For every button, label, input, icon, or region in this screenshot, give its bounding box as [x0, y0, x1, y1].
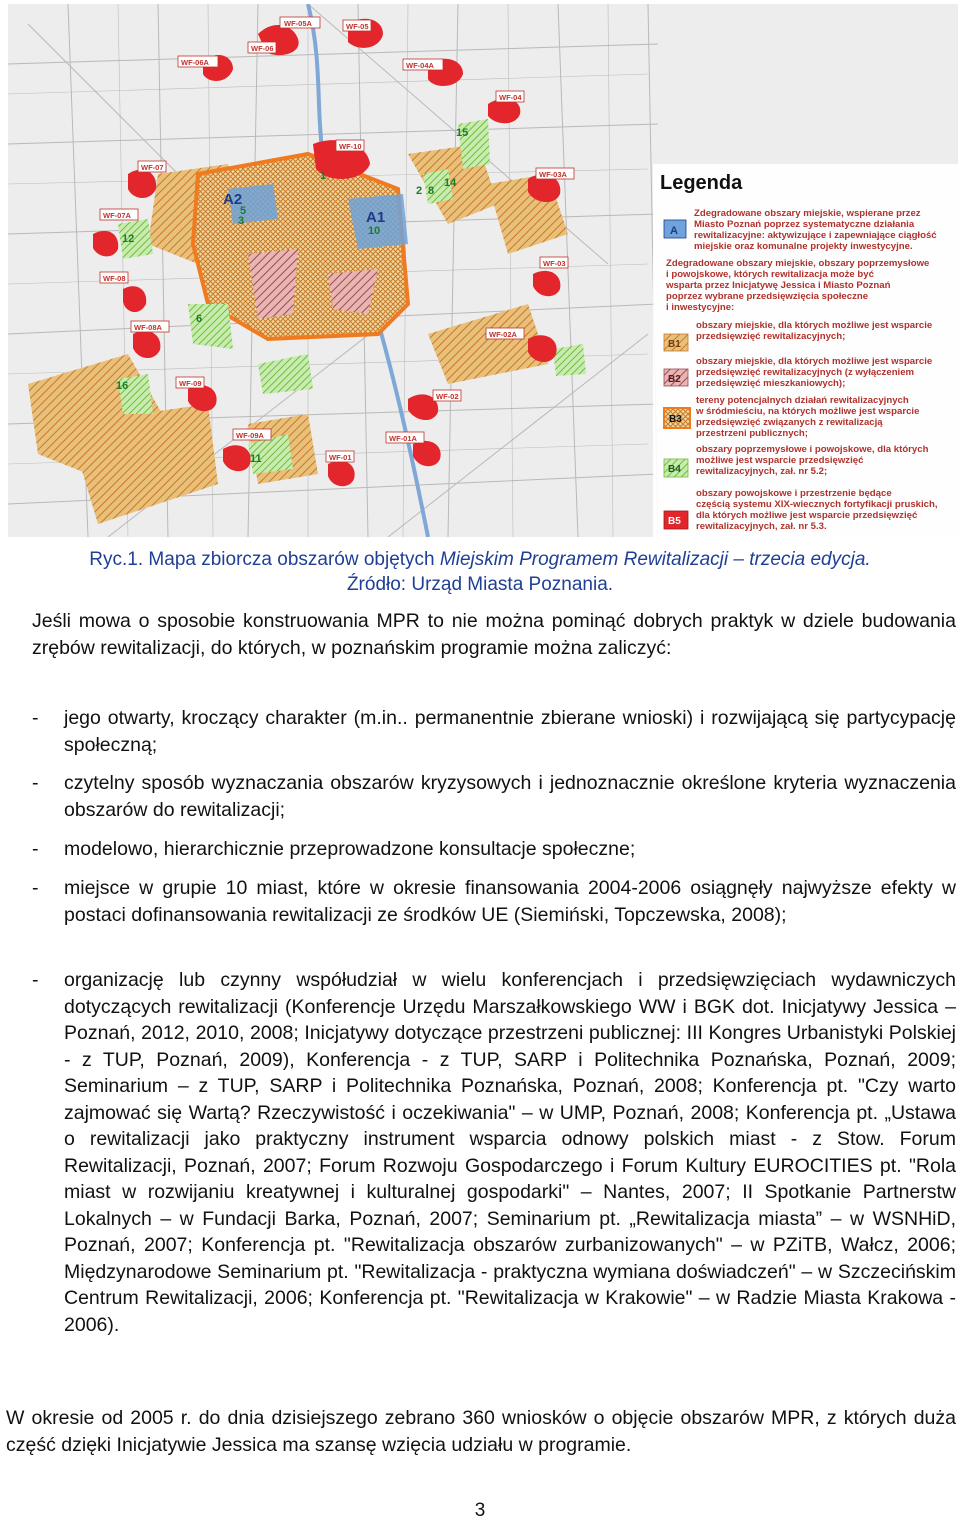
svg-text:3: 3	[238, 215, 245, 227]
svg-text:rewitalizacyjnych, zał. nr 5.2: rewitalizacyjnych, zał. nr 5.2;	[696, 466, 828, 477]
svg-text:wsparta przez Inicjatywę Jessi: wsparta przez Inicjatywę Jessica i Miasto Poznań	[666, 280, 891, 291]
svg-text:WF-04: WF-04	[499, 93, 522, 102]
svg-text:przedsięwzięć rewitalizacyjnyc: przedsięwzięć rewitalizacyjnych;	[696, 331, 846, 342]
svg-text:i powojskowe, których rewitali: i powojskowe, których rewitalizacja może być	[666, 269, 874, 280]
svg-text:WF-01A: WF-01A	[389, 434, 417, 443]
svg-text:A1: A1	[366, 209, 386, 226]
svg-text:WF-07A: WF-07A	[103, 211, 131, 220]
svg-text:i inwestycyjne:: i inwestycyjne:	[666, 302, 735, 313]
map-legend	[653, 164, 958, 537]
svg-text:przestrzeni publicznych;: przestrzeni publicznych;	[696, 428, 808, 439]
svg-text:B4: B4	[668, 464, 681, 475]
caption-italic: Miejskim Programem Rewitalizacji – trzecia edycja.	[439, 549, 871, 570]
bullet-item-3: modelowo, hierarchicznie przeprowadzone konsultacje społeczne;	[64, 838, 636, 860]
map-graphic	[8, 4, 958, 537]
bullet-item-1: jego otwarty, kroczący charakter (m.in.. permanentnie zbierane wnioski) i rozwijającą się partycypację społeczną;	[64, 707, 956, 756]
svg-text:WF-02A: WF-02A	[489, 330, 517, 339]
bullet-mark: -	[32, 838, 39, 860]
svg-text:11: 11	[250, 453, 262, 465]
caption-prefix: Ryc.1. Mapa zbiorcza obszarów objętych	[89, 549, 440, 570]
svg-text:WF-10: WF-10	[339, 142, 362, 151]
svg-text:obszary miejskie, dla których: obszary miejskie, dla których możliwe jest wsparcie	[696, 356, 933, 367]
svg-text:WF-06A: WF-06A	[181, 58, 209, 67]
svg-text:częścią systemu XIX-wiecznych: częścią systemu XIX-wiecznych fortyfikacji pruskich,	[696, 499, 938, 510]
bullet-mark: -	[32, 969, 39, 991]
svg-text:przedsięwzięć mieszkaniowych);: przedsięwzięć mieszkaniowych);	[696, 378, 846, 389]
bullet-item-2: czytelny sposób wyznaczania obszarów kryzysowych i jednoznacznie określone kryteria wyznaczenia obszarów do rewitalizacji;	[64, 772, 956, 821]
svg-text:WF-01: WF-01	[329, 453, 352, 462]
svg-text:WF-02: WF-02	[436, 392, 459, 401]
svg-text:B2: B2	[668, 374, 681, 385]
svg-text:przedsięwzięć związanych z rew: przedsięwzięć związanych z rewitalizacją	[696, 417, 883, 428]
svg-text:1: 1	[320, 170, 327, 182]
svg-text:obszary powojskowe i przestrze: obszary powojskowe i przestrzenie będące	[696, 488, 892, 499]
svg-text:14: 14	[444, 177, 457, 189]
svg-text:WF-09A: WF-09A	[236, 431, 264, 440]
svg-text:16: 16	[116, 380, 129, 392]
bullet-mark: -	[32, 772, 39, 794]
svg-text:Zdegradowane obszary miejskie,: Zdegradowane obszary miejskie, obszary poprzemysłowe	[666, 258, 930, 269]
svg-text:15: 15	[456, 127, 469, 139]
svg-text:2: 2	[416, 185, 423, 197]
svg-text:B5: B5	[668, 516, 681, 527]
svg-text:możliwe jest wsparcie przedsię: możliwe jest wsparcie przedsięwzięć	[696, 455, 864, 466]
svg-text:WF-07: WF-07	[141, 163, 164, 172]
svg-text:5: 5	[240, 205, 247, 217]
svg-text:A2: A2	[223, 191, 243, 208]
svg-text:WF-03A: WF-03A	[539, 170, 567, 179]
svg-text:WF-06: WF-06	[251, 44, 274, 53]
svg-text:w śródmieściu, na których możl: w śródmieściu, na których możliwe jest wsparcie	[696, 406, 920, 417]
svg-text:B1: B1	[668, 339, 681, 350]
svg-text:obszary poprzemysłowe i powojs: obszary poprzemysłowe i powojskowe, dla których	[696, 444, 929, 455]
svg-text:WF-08A: WF-08A	[134, 323, 162, 332]
svg-text:A: A	[670, 225, 678, 237]
svg-text:dla których możliwe jest wspar: dla których możliwe jest wsparcie przedsięwzięć	[696, 510, 918, 521]
svg-text:12: 12	[122, 233, 135, 245]
svg-text:WF-04A: WF-04A	[406, 61, 434, 70]
figure-caption-source: Źródło: Urząd Miasta Poznania.	[346, 574, 614, 595]
svg-text:WF-03: WF-03	[543, 259, 566, 268]
svg-text:WF-08: WF-08	[103, 274, 126, 283]
bullet-mark: -	[32, 877, 39, 899]
svg-text:przedsięwzięć rewitalizacyjnyc: przedsięwzięć rewitalizacyjnych (z wyłączeniem	[696, 367, 915, 378]
svg-text:WF-09: WF-09	[179, 379, 202, 388]
page-number: 3	[474, 1500, 486, 1521]
svg-text:6: 6	[196, 313, 203, 325]
closing-paragraph: W okresie od 2005 r. do dnia dzisiejszego zebrano 360 wniosków o objęcie obszarów MPR, z których duża część dzięki Inicjatywie Jessica ma szansę wzięcia udziału w programie.	[6, 1407, 956, 1456]
svg-text:rewitalizacyjnych, zał. nr 5.3: rewitalizacyjnych, zał. nr 5.3.	[696, 521, 827, 532]
intro-paragraph: Jeśli mowa o sposobie konstruowania MPR to nie można pominąć dobrych praktyk w dziele budowania zrębów rewitalizacji, do których, w poznańskim programie można zaliczyć:	[32, 610, 956, 659]
bullet-item-4: miejsce w grupie 10 miast, które w okresie finansowania 2004-2006 osiągnęły najwyższe efekty w postaci dofinansowania rewitalizacji ze środków UE (Siemiński, Topczewska, 2008);	[64, 877, 956, 926]
figure-caption-line1	[0, 548, 960, 572]
svg-text:WF-05A: WF-05A	[284, 19, 312, 28]
svg-text:B3: B3	[669, 414, 682, 425]
svg-text:obszary miejskie, dla których: obszary miejskie, dla których możliwe jest wsparcie	[696, 320, 933, 331]
bullet-item-5: organizację lub czynny współudział w wielu konferencjach i przedsięwzięciach wydawniczych dotyczących rewitalizacji (Konferencje Urzędu Marszałkowskiego WW i BGK dot. Inicjatywy Jessica – Poznań, 2012, 2010, 2008; Inicjatywy dotyczące przestrzeni publicznej: III Kongres Urbanistyki Polskiej - z TUP, Poznań, 2009), Konferencja - z TUP, SARP i Politechnika Poznańska, Poznań, 2009; Seminarium – z TUP, SARP i Politechnika Poznańska, Poznań, 2008; Konferencja pt. "Czy warto zajmować się Wartą? Rzeczywistość i oczekiwania" – w UMP, Poznań, 2008; Konferencja pt. „Ustawa o rewitalizacji jako praktyczny instrument wsparcia odnowy polskich miast - z Stow. Forum Rewitalizacji, Poznań, 2007; Forum Rozwoju Gospodarczego i Forum Kultury EUROCITIES pt. "Rola miast w rozwijaniu kreatywnej i kulturalnej gospodarki" – Nantes, 2007; II Spotkanie Partnerstw Lokalnych – w Fundacji Barka, Poznań, 2007; Seminarium pt. „Rewitalizacja miasta” – w WSNHiD, Poznań, 2007; Konferencja pt. "Rewitalizacja obszarów zurbanizowanych" – w PZiTB, Wałcz, 2006; Międzynarodowe Seminarium pt. "Rewitalizacja - praktyczna wymiana doświadczeń" – w Szczecińskim Centrum Rewitalizacji, 2006; Konferencja pt. "Rewitalizacja w Krakowie" – w Radzie Miasta Krakowa - 2006).	[64, 969, 956, 1336]
svg-text:rewitalizacyjne: aktywizujące: rewitalizacyjne: aktywizujące i zapewniające ciągłość	[694, 230, 937, 241]
svg-text:Miasto Poznań poprzez systemat: Miasto Poznań poprzez systematyczne działania	[694, 219, 915, 230]
legend-title: Legenda	[660, 172, 743, 194]
svg-text:Zdegradowane obszary miejskie,: Zdegradowane obszary miejskie, wspierane przez	[694, 208, 921, 219]
svg-text:WF-05: WF-05	[346, 22, 369, 31]
svg-text:poprzez wybrane przedsięwzięci: poprzez wybrane przedsięwzięcia społeczne	[666, 291, 869, 302]
bullet-mark: -	[32, 707, 39, 729]
svg-text:8: 8	[428, 185, 435, 197]
svg-text:tereny potencjalnych działań r: tereny potencjalnych działań rewitalizacyjnych	[696, 395, 909, 406]
revitalization-map	[8, 4, 958, 537]
svg-text:10: 10	[368, 225, 381, 237]
svg-text:miejskie oraz komunalne projek: miejskie oraz komunalne projekty inwestycyjne.	[694, 241, 913, 252]
